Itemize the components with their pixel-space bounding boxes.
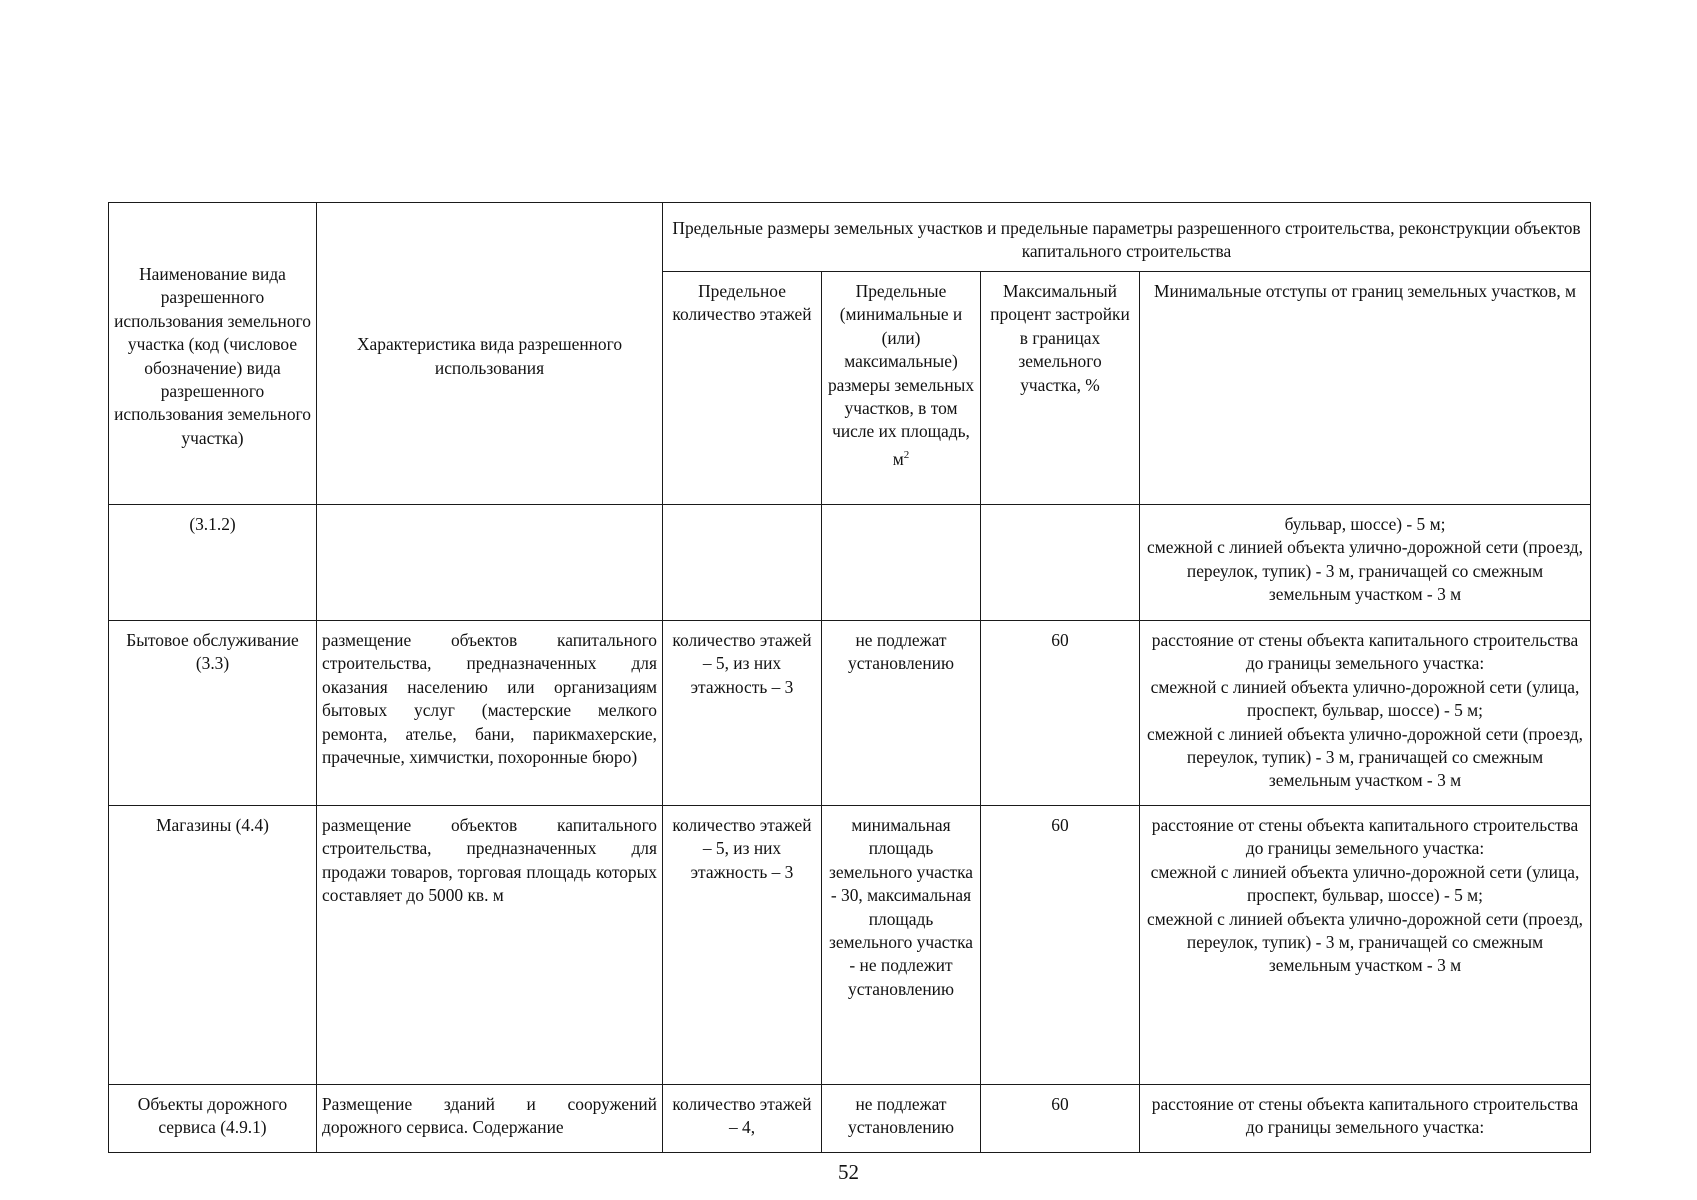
row-name: Объекты дорожного сервиса (4.9.1) xyxy=(109,1085,317,1153)
row-setbacks xyxy=(1140,621,1591,806)
row-sizes: не подлежат установлению xyxy=(822,621,981,806)
row-name: Бытовое обслуживание (3.3) xyxy=(109,621,317,806)
table-row xyxy=(109,806,1591,1085)
row-sizes: не подлежат установлению xyxy=(822,1085,981,1153)
row-setbacks xyxy=(1140,505,1591,621)
table-row xyxy=(109,621,1591,806)
header-characteristic: Характеристика вида разрешенного использования xyxy=(317,203,663,505)
table-row xyxy=(109,505,1591,621)
setback-line: бульвар, шоссе) - 5 м; xyxy=(1284,514,1446,534)
row-floors xyxy=(663,505,822,621)
row-setbacks xyxy=(1140,806,1591,1085)
setback-line: смежной с линией объекта улично-дорожной сети (улица, проспект, бульвар, шоссе) - 5 м; xyxy=(1150,676,1580,721)
row-setbacks xyxy=(1140,1085,1591,1153)
page-number: 52 xyxy=(838,1160,859,1184)
header-setbacks: Минимальные отступы от границ земельных участков, м xyxy=(1140,272,1591,505)
setback-line: смежной с линией объекта улично-дорожной сети (проезд, переулок, тупик) - 3 м, граничащей со смежным земельным участком - 3 м xyxy=(1147,908,1584,976)
row-floors: количество этажей – 5, из них этажность – 3 xyxy=(663,621,822,806)
table-row xyxy=(109,1085,1591,1153)
row-coverage xyxy=(981,505,1140,621)
row-sizes xyxy=(822,505,981,621)
setback-line: смежной с линией объекта улично-дорожной сети (улица, проспект, бульвар, шоссе) - 5 м; xyxy=(1150,861,1580,906)
row-name: Магазины (4.4) xyxy=(109,806,317,1085)
row-coverage: 60 xyxy=(981,806,1140,1085)
header-coverage: Максимальный процент застройки в границах земельного участка, % xyxy=(981,272,1140,505)
row-characteristic: Размещение зданий и сооружений дорожного сервиса. Содержание xyxy=(317,1085,663,1153)
setback-line: расстояние от стены объекта капитального строительства до границы земельного участка: xyxy=(1151,630,1579,674)
setback-line: расстояние от стены объекта капитального строительства до границы земельного участка: xyxy=(1151,815,1579,859)
setback-line: расстояние от стены объекта капитального строительства до границы земельного участка: xyxy=(1151,1094,1579,1138)
header-sizes-sup: 2 xyxy=(903,448,910,461)
header-row-1 xyxy=(109,203,1591,272)
row-sizes: минимальная площадь земельного участка - 30, максимальная площадь земельного участка - не подлежит установлению xyxy=(822,806,981,1085)
row-characteristic: размещение объектов капитального строительства, предназначенных для оказания населению или организациям бытовых услуг (мастерские мелкого ремонта, ателье, бани, парикмахерские, прачечные, химчистки, похоронные бюро) xyxy=(317,621,663,806)
setback-line: смежной с линией объекта улично-дорожной сети (проезд, переулок, тупик) - 3 м, граничащей со смежным земельным участком - 3 м xyxy=(1147,537,1584,605)
header-sizes-text: Предельные (минимальные и (или) максимальные) размеры земельных участков, в том числе их площадь, м xyxy=(827,281,975,469)
row-floors: количество этажей – 5, из них этажность – 3 xyxy=(663,806,822,1085)
row-characteristic xyxy=(317,505,663,621)
row-floors: количество этажей – 4, xyxy=(663,1085,822,1153)
land-use-table xyxy=(108,202,1591,1153)
header-floors: Предельное количество этажей xyxy=(663,272,822,505)
header-sizes xyxy=(822,272,981,505)
row-characteristic: размещение объектов капитального строительства, предназначенных для продажи товаров, торговая площадь которых составляет до 5000 кв. м xyxy=(317,806,663,1085)
setback-line: смежной с линией объекта улично-дорожной сети (проезд, переулок, тупик) - 3 м, граничащей со смежным земельным участком - 3 м xyxy=(1147,723,1584,791)
row-name: (3.1.2) xyxy=(109,505,317,621)
row-coverage: 60 xyxy=(981,1085,1140,1153)
header-limits: Предельные размеры земельных участков и предельные параметры разрешенного строительства, реконструкции объектов капитального строительства xyxy=(663,203,1591,272)
header-name: Наименование вида разрешенного использования земельного участка (код (числовое обозначение) вида разрешенного использования земельного участка) xyxy=(109,203,317,505)
row-coverage: 60 xyxy=(981,621,1140,806)
